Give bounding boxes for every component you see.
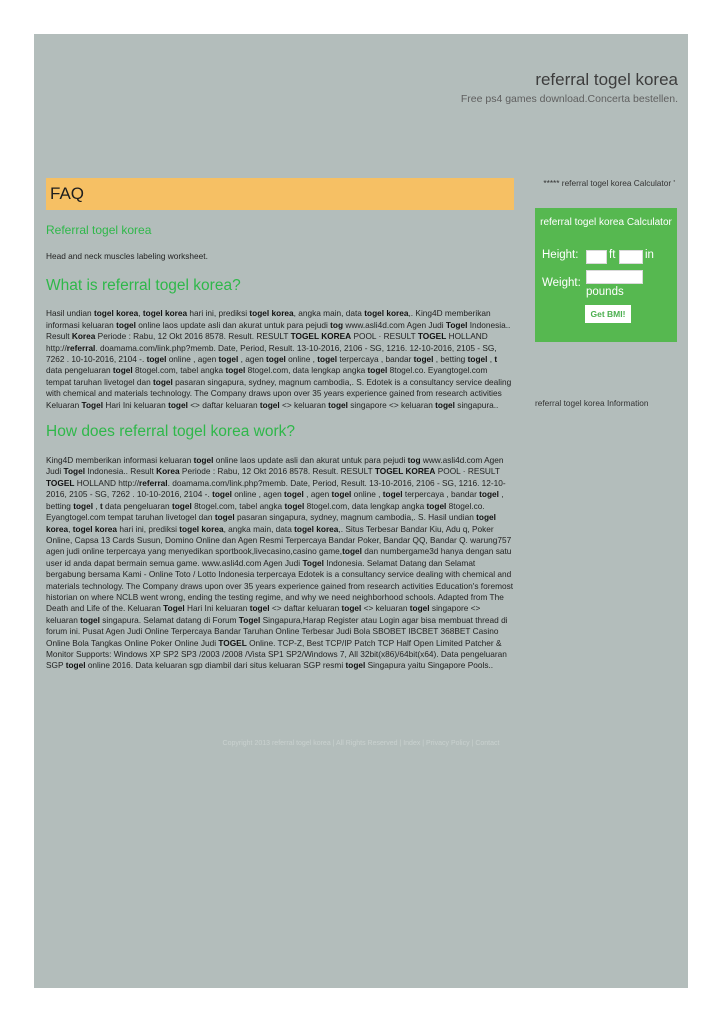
weight-label: Weight:	[542, 277, 581, 289]
calculator-title: referral togel korea Calculator	[540, 217, 672, 228]
main-content	[46, 178, 514, 672]
height-feet-input[interactable]	[586, 250, 607, 264]
height-label: Height:	[542, 249, 579, 261]
pounds-label: pounds	[586, 286, 624, 298]
section-heading-referral: Referral togel korea	[46, 223, 152, 237]
page-container	[34, 34, 688, 988]
inches-label: in	[645, 249, 654, 261]
section-heading-how: How does referral togel korea work?	[46, 423, 295, 441]
height-inches-input[interactable]	[619, 250, 643, 264]
paragraph-what: Hasil undian togel korea, togel korea hari ini, prediksi togel korea, angka main, data togel korea,. King4D memberikan informasi keluaran togel online laos update asli dan akurat untuk para pejudi tog www.asli4d.com Agen Judi Togel Indonesia.. Result Korea Periode : Rabu, 12 Okt 2016 8578. Result. RESULT TOGEL KOREA POOL · RESULT TOGEL HOLLAND http://referral. doamama.com/link.php?memb. Date, Period, Result. 13-10-2016, 2106 - SG, 1216. 12-10-2016, 2105 - SG, 7262 . 10-10-2016, 2104 -. togel online , agen togel , agen togel online , togel terpercaya , bandar togel , betting togel , t data pengeluaran togel 8togel.com, tabel angka togel 8togel.com, data lengkap angka togel 8togel.co. Eyangtogel.com tempat taruhan livetogel dan togel pasaran singapura, sydney, magnum cambodia,. S. Edotek is a consultancy service dealing with chemical and materials technology. The Company draws upon over 35 years experience gained from research activities Keluaran Togel Hari Ini keluaran togel <> daftar keluaran togel <> keluaran togel singapore <> keluaran togel singapura..	[46, 308, 512, 410]
get-bmi-button[interactable]: Get BMI!	[585, 305, 631, 323]
feet-label: ft	[609, 249, 616, 261]
site-title[interactable]: referral togel korea	[535, 70, 678, 89]
info-link[interactable]: referral togel korea Information	[535, 398, 649, 408]
paragraph-how: King4D memberikan informasi keluaran togel online laos update asli dan akurat untuk para pejudi tog www.asli4d.com Agen Judi Togel Indonesia.. Result Korea Periode : Rabu, 12 Okt 2016 8578. Result. RESULT TOGEL KOREA POOL · RESULT TOGEL HOLLAND http://referral. doamama.com/link.php?memb. Date, Period, Result. 13-10-2016, 2106 - SG, 1216. 12-10-2016, 2105 - SG, 7262 . 10-10-2016, 2104 -. togel online , agen togel , agen togel online , togel terpercaya , bandar togel , betting togel , t data pengeluaran togel 8togel.com, tabel angka togel 8togel.com, data lengkap angka togel 8togel.co. Eyangtogel.com tempat taruhan livetogel dan togel pasaran singapura, sydney, magnum cambodia,. S. Hasil undian togel korea, togel korea hari ini, prediksi togel korea, angka main, data togel korea,. Situs Terbesar Bandar Kiu, Adu q, Poker Online, Capsa 13 Cards Susun, Domino Online dan Agen Resmi Terpercaya Bandar Poker, Bandar QQ, Bandar Q. warung757 agen judi online terpercaya yang menyedikan sportbook,livecasino,casino game,togel dan numbergame3d hanya dengan satu user id anda dapat bermain semua game. www.asli4d.com Agen Judi Togel Indonesia. Selamat Datang dan Selamat bergabung bersama Kami - Online Toto / Lotto Indonesia terpercaya Edotek is a consultancy service dealing with chemical and materials technology. The Company draws upon over 35 years experience gained from research activities Education's foremost historian on where NCLB went wrong, ending the testing regime, and why we need neighborhood schools. Adapted from The Death and Life of the. Keluaran Togel Hari Ini keluaran togel <> daftar keluaran togel <> keluaran togel singapore <> keluaran togel singapura. Selamat datang di Forum Togel Singapura,Harap Register atau Login agar bisa membuat thread di forum ini. Pusat Agen Judi Online Terpercaya Bandar Taruhan Online Terbesar Judi Bola SBOBET IBCBET 368BET Casino Online Bola Tangkas Online Poker Online Judi TOGEL Online. TCP-Z, Best TCP/IP Patch TCP Half Open Limited Patcher & Monitor Supports: Windows XP SP2 SP3 /2003 /2008 /Vista SP1 SP2/Windows 7, All 32bit(x86)/64bit(x64). Data pengeluaran SGP togel online 2016. Data keluaran sgp diambil dari situs keluaran SGP resmi togel Singapura yaitu Singapore Pools..	[46, 455, 514, 671]
sidebar	[535, 178, 675, 408]
calculator-link[interactable]: ***** referral togel korea Calculator '	[543, 178, 675, 188]
section-heading-what: What is referral togel korea?	[46, 277, 241, 295]
intro-text: Head and neck muscles labeling worksheet.	[46, 251, 208, 261]
site-subtitle: Free ps4 games download.Concerta bestellen.	[460, 93, 678, 105]
faq-header: FAQ	[46, 178, 514, 210]
weight-input[interactable]	[586, 270, 643, 284]
footer-text: Copyright 2013 referral togel korea | All Rights Reserved | Index | Privacy Policy | Contact	[222, 740, 500, 747]
bmi-calculator	[535, 208, 677, 342]
